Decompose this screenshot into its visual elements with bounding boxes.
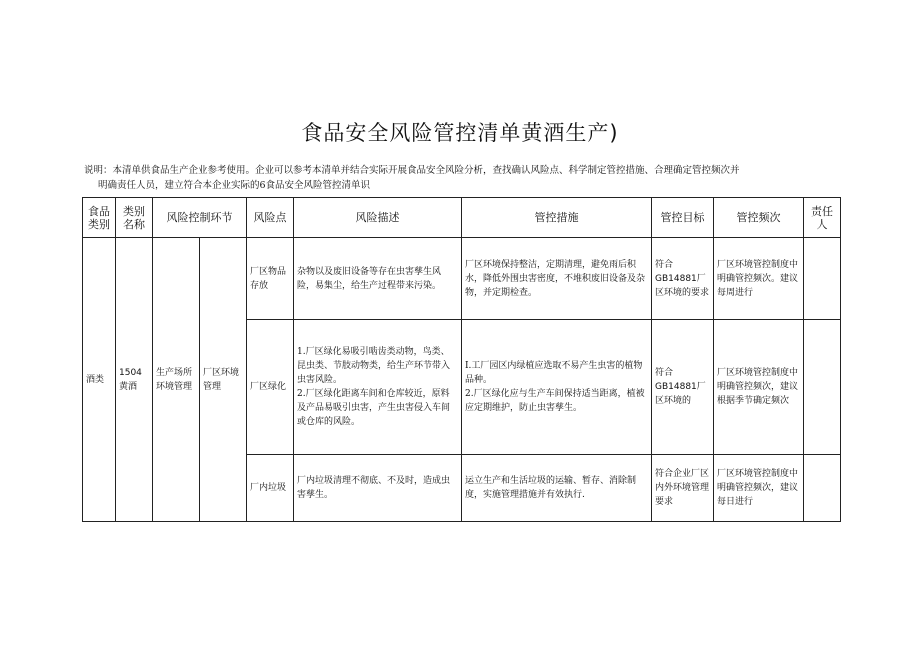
cell-control-link-1: 生产场所环境管理 bbox=[153, 238, 200, 522]
table-header-row bbox=[83, 198, 841, 238]
cell-category-name: 1504黄酒 bbox=[116, 238, 153, 522]
cell-control-target: 符合GB14881厂区环境的要求 bbox=[652, 238, 714, 320]
instructions-note bbox=[84, 163, 844, 193]
cell-control-target: 符合企业厂区内外环境管理要求 bbox=[652, 455, 714, 522]
cell-responsible bbox=[804, 455, 841, 522]
cell-risk-point: 厂区绿化 bbox=[247, 320, 294, 455]
cell-responsible bbox=[804, 238, 841, 320]
cell-control-measures: 运立生产和生活垃圾的运输、暂存、消除制度，实施管理措施并有效执行. bbox=[462, 455, 652, 522]
cell-control-link-2: 厂区环境管理 bbox=[200, 238, 247, 522]
cell-risk-point: 厂区物品存放 bbox=[247, 238, 294, 320]
cell-risk-description: 杂物以及废旧设备等存在虫害孳生风险，易集尘，给生产过程带来污染。 bbox=[294, 238, 462, 320]
header-risk-description: 风险描述 bbox=[294, 198, 462, 238]
header-control-measures: 管控措施 bbox=[462, 198, 652, 238]
note-line-2: 明确责任人员，建立符合本企业实际的6食品安全风险管控清单识 bbox=[98, 180, 371, 191]
cell-control-target: 符合GB14881厂区环境的 bbox=[652, 320, 714, 455]
cell-risk-point: 厂内垃圾 bbox=[247, 455, 294, 522]
document-title: 食品安全风险管控清单黄酒生产) bbox=[301, 121, 619, 145]
risk-control-table bbox=[82, 197, 841, 522]
table-row bbox=[83, 238, 841, 320]
header-control-target: 管控目标 bbox=[652, 198, 714, 238]
cell-control-frequency: 厂区环境管控制度中明确管控频次。建议每周进行 bbox=[714, 238, 804, 320]
header-category-name: 类别名称 bbox=[116, 198, 153, 238]
header-control-link: 风险控制环节 bbox=[153, 198, 247, 238]
note-line-1: 说明：本清单供食品生产企业参考使用。企业可以参考本清单并结合实际开展食品安全风险分析，查找确认风险点、科学制定管控措施、合理确定管控频次并 bbox=[84, 165, 740, 176]
cell-risk-description: 厂内垃圾清理不彻底、不及时，造成虫害孳生。 bbox=[294, 455, 462, 522]
cell-control-measures: 厂区环境保持整洁，定期清理，避免雨后积水，降低外围虫害密度，不堆积废旧设备及杂物，并定期检查。 bbox=[462, 238, 652, 320]
cell-food-category: 酒类 bbox=[83, 238, 116, 522]
cell-control-measures: I.工厂园区内绿植应选取不易产生虫害的植物品种。 2.厂区绿化应与生产车间保持适当距离，植被应定期维护，防止虫害孳生。 bbox=[462, 320, 652, 455]
cell-responsible bbox=[804, 320, 841, 455]
header-responsible: 责任人 bbox=[804, 198, 841, 238]
header-control-frequency: 管控频次 bbox=[714, 198, 804, 238]
header-food-category: 食品类别 bbox=[83, 198, 116, 238]
cell-control-frequency: 厂区环境管控制度中明确管控频次，建议每日进行 bbox=[714, 455, 804, 522]
cell-risk-description: 1.厂区绿化易吸引啮齿类动物，鸟类、昆虫类、节肢动物类，给生产环节带入虫害风险。 2.厂区绿化距离车间和仓库较近，原料及产品易吸引虫害，产生虫害侵入车间或仓库的风险。 bbox=[294, 320, 462, 455]
header-risk-point: 风险点 bbox=[247, 198, 294, 238]
cell-control-frequency: 厂区环境管控制度中明确管控频次，建议根据季节确定频次 bbox=[714, 320, 804, 455]
